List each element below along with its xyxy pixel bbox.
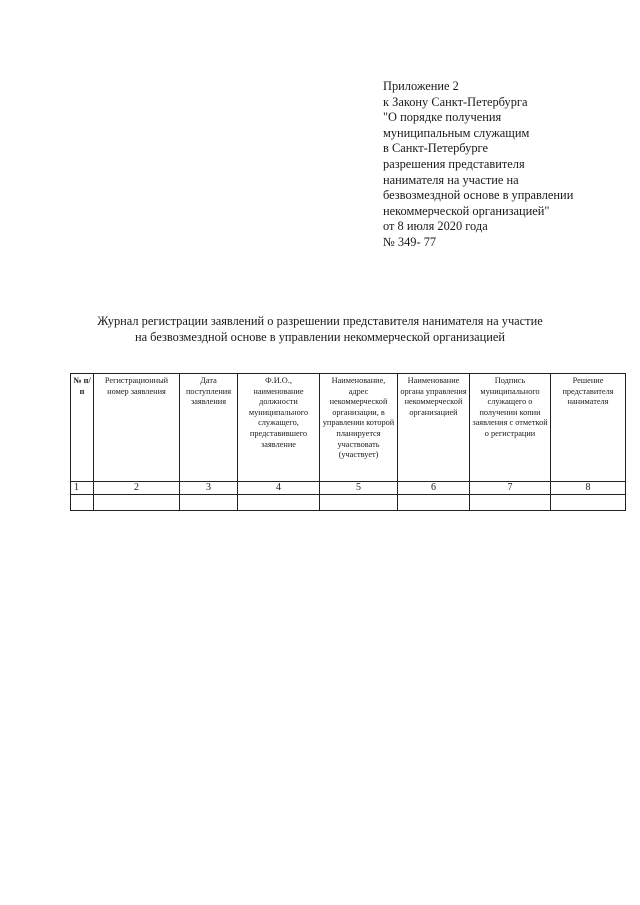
registration-journal-table <box>70 373 626 511</box>
column-header: Наименование, адрес некоммерческой организации, в управлении которой планируется участвовать (участвует) <box>320 374 398 482</box>
appendix-line: муниципальным служащим <box>383 125 530 140</box>
column-header: Ф.И.О., наименование должности муниципального служащего, представившего заявление <box>238 374 320 482</box>
appendix-line: № 349- 77 <box>383 234 437 249</box>
table-header-row <box>71 374 626 482</box>
column-number: 2 <box>94 482 180 495</box>
table-cell[interactable] <box>470 495 551 511</box>
column-header: Решение представителя нанимателя <box>551 374 626 482</box>
appendix-line: Приложение 2 <box>383 79 459 93</box>
appendix-line: в Санкт-Петербурге <box>383 141 488 156</box>
appendix-line: разрешения представителя <box>383 156 525 171</box>
column-number-row <box>71 482 626 495</box>
table-cell[interactable] <box>71 495 94 511</box>
table-cell[interactable] <box>238 495 320 511</box>
table-cell[interactable] <box>320 495 398 511</box>
column-header: Регистрационный номер заявления <box>94 374 180 482</box>
column-number: 7 <box>470 482 551 495</box>
column-number: 1 <box>71 482 94 495</box>
appendix-line: некоммерческой организацией" <box>383 203 550 218</box>
column-number: 5 <box>320 482 398 495</box>
appendix-line: безвозмездной основе в управлении <box>383 188 574 203</box>
appendix-line: от 8 июля 2020 года <box>383 219 488 234</box>
table-cell[interactable] <box>94 495 180 511</box>
journal-title-line: на безвозмездной основе в управлении некоммерческой организацией <box>134 329 506 344</box>
journal-title-line: Журнал регистрации заявлений о разрешении представителя нанимателя на участие <box>97 314 543 328</box>
column-header: Наименование органа управления некоммерческой организацией <box>398 374 470 482</box>
appendix-line: нанимателя на участие на <box>383 172 519 187</box>
appendix-line: "О порядке получения <box>383 110 502 125</box>
column-header: Дата поступления заявления <box>180 374 238 482</box>
table-row <box>71 495 626 511</box>
table-cell[interactable] <box>180 495 238 511</box>
journal-title <box>30 314 610 345</box>
column-number: 8 <box>551 482 626 495</box>
appendix-line: к Закону Санкт-Петербурга <box>383 94 528 109</box>
table-cell[interactable] <box>551 495 626 511</box>
appendix-block <box>383 79 633 251</box>
column-number: 3 <box>180 482 238 495</box>
table-cell[interactable] <box>398 495 470 511</box>
column-number: 4 <box>238 482 320 495</box>
column-header: Подпись муниципального служащего о получении копии заявления с отметкой о регистрации <box>470 374 551 482</box>
column-header: № п/п <box>71 374 94 482</box>
column-number: 6 <box>398 482 470 495</box>
